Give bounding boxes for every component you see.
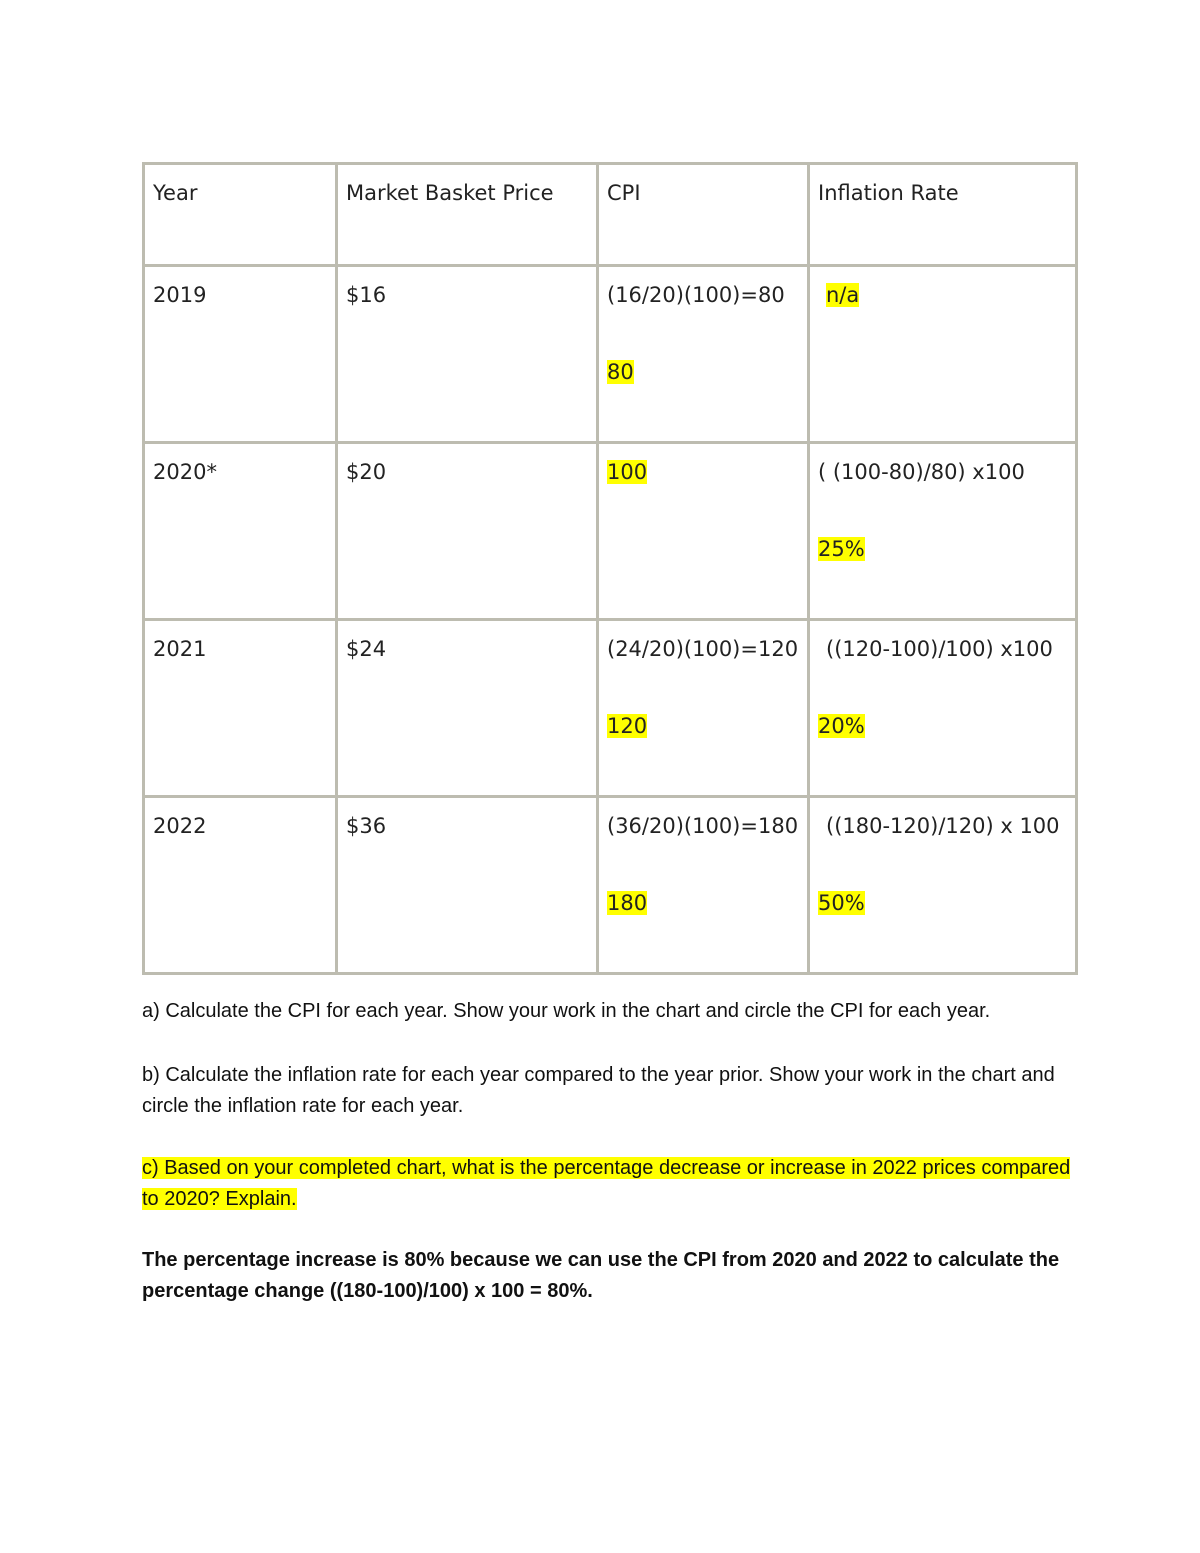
question-b: b) Calculate the inflation rate for each year compared to the year prior. Show your work in the chart and circle the inflation rate for each year. — [142, 1064, 1055, 1117]
cell-cpi — [598, 797, 809, 974]
cell-inflation — [809, 266, 1077, 443]
header-cpi: CPI — [598, 164, 809, 266]
year-value: 2020* — [153, 460, 217, 484]
table-header-row — [144, 164, 1077, 266]
answer-text: The percentage increase is 80% because we can use the CPI from 2020 and 2022 to calculate the percentage change ((180-100)/100) x 100 = 80%. — [142, 1249, 1060, 1302]
table-row — [144, 797, 1077, 974]
cell-year — [144, 797, 337, 974]
cell-cpi — [598, 266, 809, 443]
table-row — [144, 443, 1077, 620]
year-value: 2022 — [153, 814, 207, 838]
cpi-work: (36/20)(100)=180 — [607, 814, 799, 838]
cpi-table — [142, 162, 1078, 975]
table-row — [144, 266, 1077, 443]
cell-price — [337, 797, 598, 974]
cell-inflation — [809, 443, 1077, 620]
question-a: a) Calculate the CPI for each year. Show your work in the chart and circle the CPI for each year. — [142, 1000, 991, 1022]
cell-cpi — [598, 443, 809, 620]
price-value: $24 — [346, 637, 387, 661]
cell-year — [144, 620, 337, 797]
cell-inflation — [809, 620, 1077, 797]
inflation-result: n/a — [826, 283, 860, 307]
table-row — [144, 620, 1077, 797]
cell-price — [337, 620, 598, 797]
inflation-work: ((120-100)/100) x100 — [826, 637, 1053, 661]
price-value: $36 — [346, 814, 387, 838]
cell-price — [337, 266, 598, 443]
price-value: $16 — [346, 283, 387, 307]
cpi-result: 100 — [607, 460, 648, 484]
year-value: 2019 — [153, 283, 207, 307]
header-inflation-rate: Inflation Rate — [809, 164, 1077, 266]
cell-inflation — [809, 797, 1077, 974]
header-market-basket-price: Market Basket Price — [337, 164, 598, 266]
cpi-result: 80 — [607, 360, 634, 384]
year-value: 2021 — [153, 637, 207, 661]
inflation-result: 25% — [818, 537, 865, 561]
inflation-work: ( (100-80)/80) x100 — [818, 460, 1025, 484]
question-c — [142, 1153, 1072, 1215]
question-c-text: c) Based on your completed chart, what is the percentage decrease or increase in 2022 prices compared to 2020? Explain. — [142, 1157, 1071, 1210]
cpi-result: 180 — [607, 891, 648, 915]
cell-price — [337, 443, 598, 620]
cell-year — [144, 266, 337, 443]
cell-cpi — [598, 620, 809, 797]
inflation-result: 50% — [818, 891, 865, 915]
inflation-result: 20% — [818, 714, 865, 738]
cpi-work: (16/20)(100)=80 — [607, 283, 785, 307]
cpi-result: 120 — [607, 714, 648, 738]
header-year: Year — [144, 164, 337, 266]
inflation-work: ((180-120)/120) x 100 — [826, 814, 1060, 838]
cell-year — [144, 443, 337, 620]
cpi-work: (24/20)(100)=120 — [607, 637, 799, 661]
price-value: $20 — [346, 460, 387, 484]
questions-section — [142, 996, 1072, 1339]
